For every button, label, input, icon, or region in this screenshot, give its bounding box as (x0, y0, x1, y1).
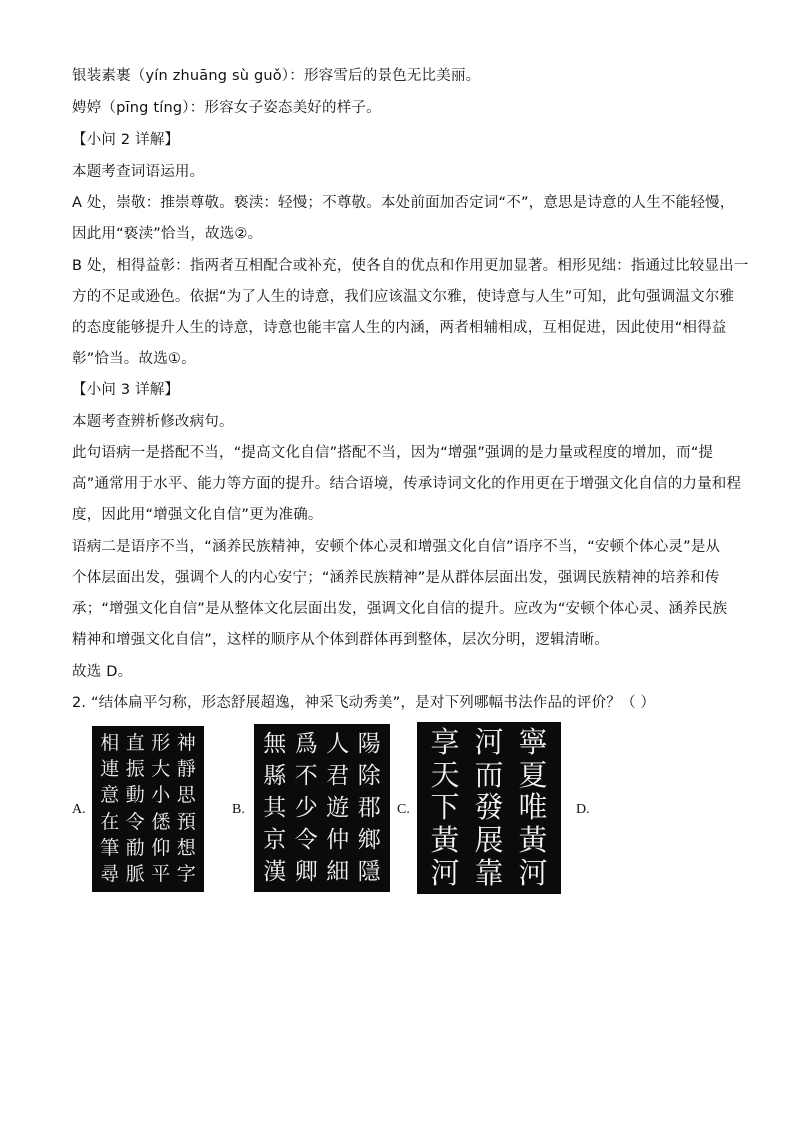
option-a-calligraphy-image (92, 726, 204, 892)
calligraphy-character: 神 (176, 731, 196, 754)
text-line: 此句语病一是搭配不当，“提高文化自信”搭配不当，因为“增强”强调的是力量或程度的增加，而“提 (72, 445, 714, 461)
calligraphy-character: 河 (518, 856, 548, 891)
option-b-calligraphy-image (254, 724, 390, 892)
calligraphy-grid (254, 724, 390, 892)
calligraphy-character: 無 (263, 730, 287, 757)
calligraphy-character: 黃 (518, 823, 548, 858)
calligraphy-character: 靜 (176, 757, 196, 780)
calligraphy-character: 脈 (125, 863, 145, 886)
text-line: 高”通常用于水平、能力等方面的提升。结合语境，传承诗词文化的作用更在于增强文化自信的力量和程 (72, 476, 742, 492)
calligraphy-character: 寧 (518, 724, 548, 759)
calligraphy-character: 京 (263, 826, 287, 853)
calligraphy-character: 陽 (357, 730, 381, 757)
text-line: 本题考查词语运用。 (72, 164, 205, 180)
calligraphy-character: 僁 (151, 810, 171, 833)
option-c-calligraphy-image (417, 722, 561, 894)
text-line: 彰”恰当。故选①。 (72, 351, 196, 367)
calligraphy-character: 字 (176, 863, 196, 886)
calligraphy-character: 直 (125, 731, 145, 754)
calligraphy-character: 遊 (326, 794, 350, 821)
calligraphy-character: 享 (430, 724, 460, 759)
text-line: 【小问 3 详解】 (72, 382, 180, 398)
text-line: 2. “结体扁平匀称，形态舒展超逸，神采飞动秀美”，是对下列哪幅书法作品的评价？（ ） (72, 695, 656, 711)
calligraphy-character: 除 (357, 762, 381, 789)
calligraphy-character: 下 (430, 790, 460, 825)
calligraphy-character: 細 (326, 858, 350, 885)
calligraphy-character: 其 (263, 794, 287, 821)
calligraphy-character: 筆 (100, 836, 120, 859)
calligraphy-character: 勈 (125, 836, 145, 859)
calligraphy-character: 意 (100, 784, 120, 807)
calligraphy-character: 爲 (294, 730, 318, 757)
calligraphy-character: 預 (176, 810, 196, 833)
calligraphy-character: 大 (151, 757, 171, 780)
option-a-label: A. (72, 802, 86, 817)
calligraphy-character: 平 (151, 863, 171, 886)
text-line: 精神和增强文化自信”，这样的顺序从个体到群体再到整体，层次分明，逻辑清晰。 (72, 632, 609, 648)
calligraphy-character: 相 (100, 731, 120, 754)
calligraphy-character: 小 (151, 784, 171, 807)
text-line: 的态度能够提升人生的诗意，诗意也能丰富人生的内涵，两者相辅相成，互相促进，因此使用“相得益 (72, 320, 727, 336)
calligraphy-character: 唯 (518, 790, 548, 825)
calligraphy-character: 郡 (357, 794, 381, 821)
calligraphy-character: 鄉 (357, 826, 381, 853)
calligraphy-character: 天 (430, 757, 460, 792)
calligraphy-character: 隱 (357, 858, 381, 885)
calligraphy-character: 靠 (474, 856, 504, 891)
calligraphy-character: 令 (294, 826, 318, 853)
text-line: 承；“增强文化自信”是从整体文化层面出发，强调文化自信的提升。应改为“安顿个体心灵、涵养民族 (72, 601, 728, 617)
option-d-label: D. (576, 802, 590, 817)
text-line: 本题考查辨析修改病句。 (72, 414, 234, 430)
calligraphy-character: 不 (294, 762, 318, 789)
calligraphy-character: 人 (326, 730, 350, 757)
calligraphy-character: 黃 (430, 823, 460, 858)
text-line: 娉婷（pīng tíng）：形容女子姿态美好的样子。 (72, 100, 381, 116)
calligraphy-character: 仰 (151, 836, 171, 859)
calligraphy-character: 尋 (100, 863, 120, 886)
text-line: 方的不足或逊色。依据“为了人生的诗意，我们应该温文尔雅，使诗意与人生”可知，此句强调温文尔雅 (72, 289, 735, 305)
calligraphy-character: 卿 (294, 858, 318, 885)
calligraphy-character: 仲 (326, 826, 350, 853)
calligraphy-character: 漢 (263, 858, 287, 885)
calligraphy-character: 發 (474, 790, 504, 825)
calligraphy-character: 連 (100, 757, 120, 780)
text-line: 【小问 2 详解】 (72, 132, 180, 148)
calligraphy-character: 振 (125, 757, 145, 780)
calligraphy-character: 少 (294, 794, 318, 821)
option-b-label: B. (232, 802, 245, 817)
calligraphy-character: 思 (176, 784, 196, 807)
calligraphy-choices (72, 720, 732, 900)
text-line: B 处，相得益彰：指两者互相配合或补充，使各自的优点和作用更加显著。相形见绌：指通过比较显出一 (72, 258, 749, 274)
option-c-label: C. (397, 802, 410, 817)
text-line: 因此用“亵渎”恰当，故选②。 (72, 226, 263, 242)
calligraphy-character: 縣 (263, 762, 287, 789)
text-line: 故选 D。 (72, 664, 133, 680)
calligraphy-grid (417, 722, 561, 894)
calligraphy-character: 在 (100, 810, 120, 833)
calligraphy-character: 展 (474, 823, 504, 858)
calligraphy-character: 令 (125, 810, 145, 833)
text-line: 个体层面出发，强调个人的内心安宁；“涵养民族精神”是从群体层面出发，强调民族精神的培养和传 (72, 570, 720, 586)
text-line: 语病二是语序不当，“涵养民族精神，安顿个体心灵和增强文化自信”语序不当，“安顿个体心灵”是从 (72, 539, 721, 555)
calligraphy-character: 河 (474, 724, 504, 759)
text-line: A 处，崇敬：推崇尊敬。亵渎：轻慢；不尊敬。本处前面加否定词“不”，意思是诗意的人生不能轻慢， (72, 195, 735, 211)
calligraphy-character: 動 (125, 784, 145, 807)
calligraphy-character: 河 (430, 856, 460, 891)
calligraphy-character: 君 (326, 762, 350, 789)
calligraphy-grid (92, 726, 204, 892)
calligraphy-character: 形 (151, 731, 171, 754)
text-line: 度，因此用“增强文化自信”更为准确。 (72, 507, 323, 523)
text-line: 银装素裹（yín zhuāng sù guǒ）：形容雪后的景色无比美丽。 (72, 68, 481, 84)
calligraphy-character: 想 (176, 836, 196, 859)
calligraphy-character: 而 (474, 757, 504, 792)
calligraphy-character: 夏 (518, 757, 548, 792)
